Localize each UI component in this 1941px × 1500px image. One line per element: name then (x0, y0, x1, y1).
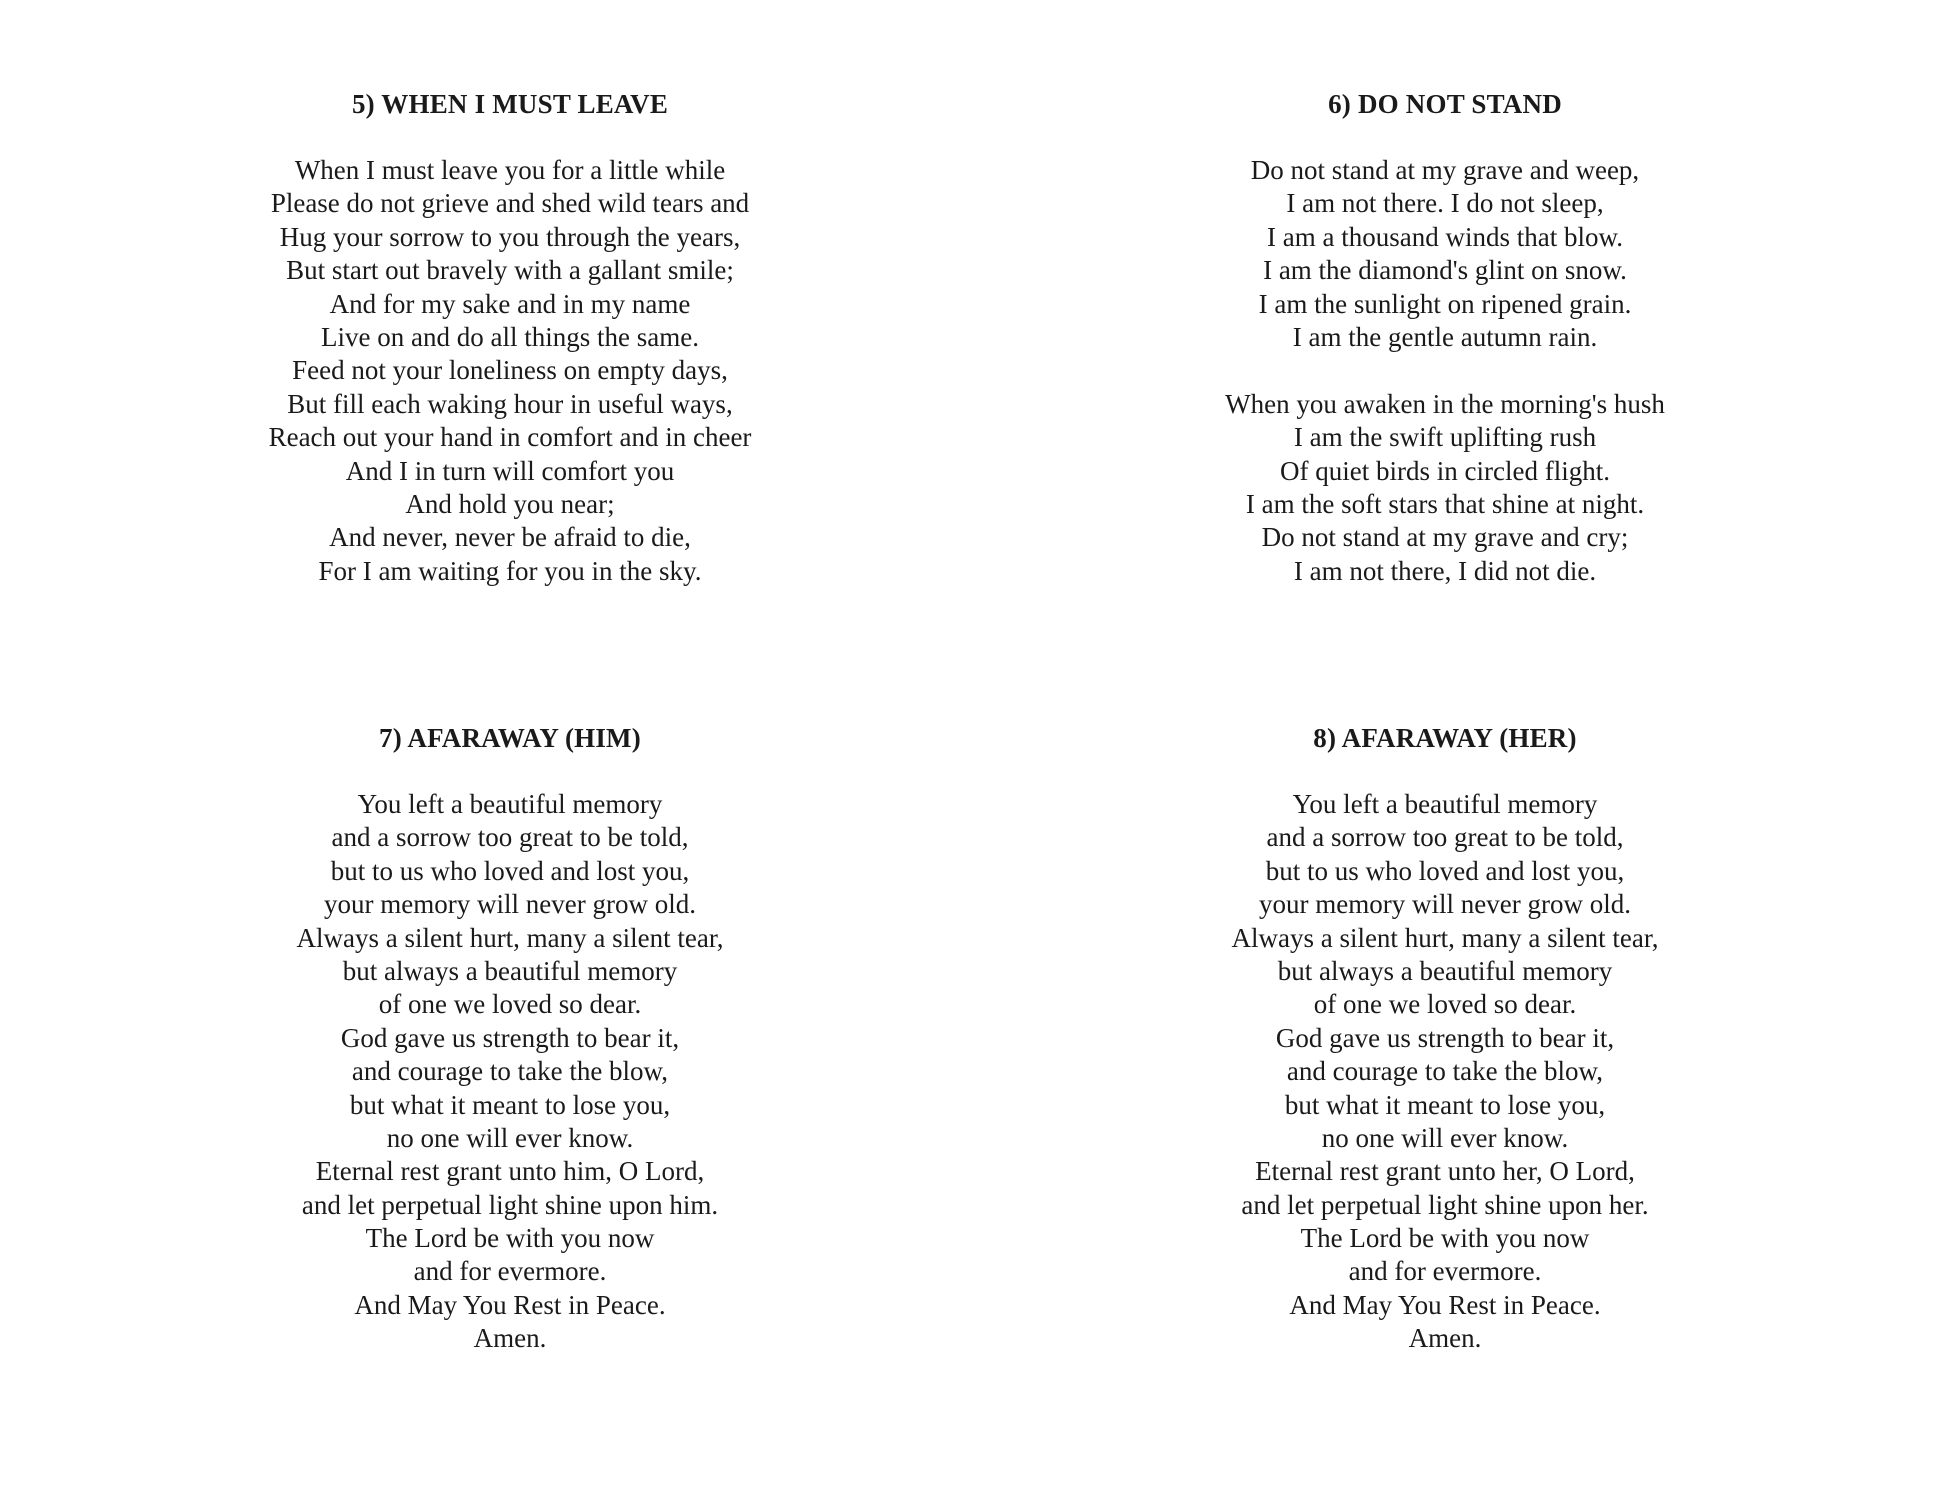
poem-line: But start out bravely with a gallant smile; (286, 255, 734, 286)
poem-line: Always a silent hurt, many a silent tear, (296, 922, 724, 953)
poem-line: but always a beautiful memory (342, 955, 678, 986)
poem-line: God gave us strength to bear it, (340, 1022, 680, 1053)
poem-line: I am a thousand winds that blow. (1267, 221, 1623, 252)
poem-line: I am the sunlight on ripened grain. (1258, 288, 1632, 319)
poem-line: And for my sake and in my name (329, 288, 691, 319)
poem-afaraway-her (1125, 720, 1765, 1356)
poem-line: and for evermore. (413, 1256, 607, 1287)
poem-line: but to us who loved and lost you, (1265, 855, 1625, 886)
poem-line: Do not stand at my grave and cry; (1261, 522, 1629, 553)
poem-line: Live on and do all things the same. (321, 321, 699, 352)
poem-line: and courage to take the blow, (351, 1056, 669, 1087)
poem-line: Eternal rest grant unto him, O Lord, (315, 1156, 705, 1187)
poem-line: Please do not grieve and shed wild tears and (270, 188, 750, 219)
poem-line: no one will ever know. (1321, 1122, 1569, 1153)
poem-line: I am not there, I did not die. (1293, 555, 1597, 586)
poem-line: but to us who loved and lost you, (330, 855, 690, 886)
poem-line: of one we loved so dear. (378, 989, 642, 1020)
poem-line: of one we loved so dear. (1313, 989, 1577, 1020)
poem-line: Hug your sorrow to you through the years, (279, 221, 741, 252)
poem-line: but always a beautiful memory (1277, 955, 1613, 986)
poem-line: no one will ever know. (386, 1122, 634, 1153)
poem-body (1125, 154, 1765, 588)
poem-line: Amen. (1408, 1323, 1482, 1354)
poem-body (1125, 788, 1765, 1356)
poem-line: and let perpetual light shine upon her. (1241, 1189, 1649, 1220)
poem-title: 5) WHEN I MUST LEAVE (351, 89, 669, 119)
poem-line: The Lord be with you now (365, 1223, 655, 1254)
poem-line: And never, never be afraid to die, (329, 522, 691, 553)
poem-body (190, 788, 830, 1356)
poem-title: 7) AFARAWAY (HIM) (379, 723, 641, 753)
poem-line: And May You Rest in Peace. (354, 1289, 666, 1320)
poem-line: Always a silent hurt, many a silent tear, (1231, 922, 1659, 953)
poem-line: When you awaken in the morning's hush (1225, 388, 1665, 419)
poem-line: And I in turn will comfort you (345, 455, 675, 486)
poem-line: And May You Rest in Peace. (1289, 1289, 1601, 1320)
poem-line: and a sorrow too great to be told, (1266, 822, 1624, 853)
poem-line: You left a beautiful memory (1292, 789, 1598, 819)
poem-afaraway-him (190, 720, 830, 1356)
poem-line: and courage to take the blow, (1286, 1056, 1604, 1087)
poem-title: 6) DO NOT STAND (1328, 89, 1562, 119)
poem-line: your memory will never grow old. (324, 889, 696, 920)
poem-line: But fill each waking hour in useful ways, (287, 388, 733, 419)
poem-line: but what it meant to lose you, (1284, 1089, 1606, 1120)
poem-line: your memory will never grow old. (1259, 889, 1631, 920)
poem-line: Amen. (473, 1323, 547, 1354)
poem-line: I am the swift uplifting rush (1293, 422, 1597, 453)
poem-line: Reach out your hand in comfort and in cheer (268, 422, 752, 453)
poem-line: God gave us strength to bear it, (1275, 1022, 1615, 1053)
poem-line: I am the diamond's glint on snow. (1263, 255, 1627, 286)
poem-line: The Lord be with you now (1300, 1223, 1590, 1254)
poem-line: And hold you near; (405, 488, 615, 519)
poem-line: Of quiet birds in circled flight. (1280, 455, 1610, 486)
poem-line: For I am waiting for you in the sky. (318, 555, 702, 586)
poem-line: I am not there. I do not sleep, (1286, 188, 1604, 219)
poem-line: I am the soft stars that shine at night. (1245, 488, 1645, 519)
poem-body (190, 154, 830, 588)
poem-line: Eternal rest grant unto her, O Lord, (1255, 1156, 1635, 1187)
poem-line: and for evermore. (1348, 1256, 1542, 1287)
poem-line: Do not stand at my grave and weep, (1250, 155, 1640, 185)
poem-line: and let perpetual light shine upon him. (301, 1189, 719, 1220)
poem-title: 8) AFARAWAY (HER) (1313, 723, 1577, 753)
poem-line: Feed not your loneliness on empty days, (292, 355, 728, 386)
poem-when-i-must-leave (190, 86, 830, 588)
poem-line: and a sorrow too great to be told, (331, 822, 689, 853)
poem-line (1125, 354, 1765, 387)
poem-do-not-stand (1125, 86, 1765, 588)
poem-line: You left a beautiful memory (357, 789, 663, 819)
poem-line: I am the gentle autumn rain. (1292, 321, 1598, 352)
poem-line: When I must leave you for a little while (294, 155, 726, 185)
poem-line: but what it meant to lose you, (349, 1089, 671, 1120)
